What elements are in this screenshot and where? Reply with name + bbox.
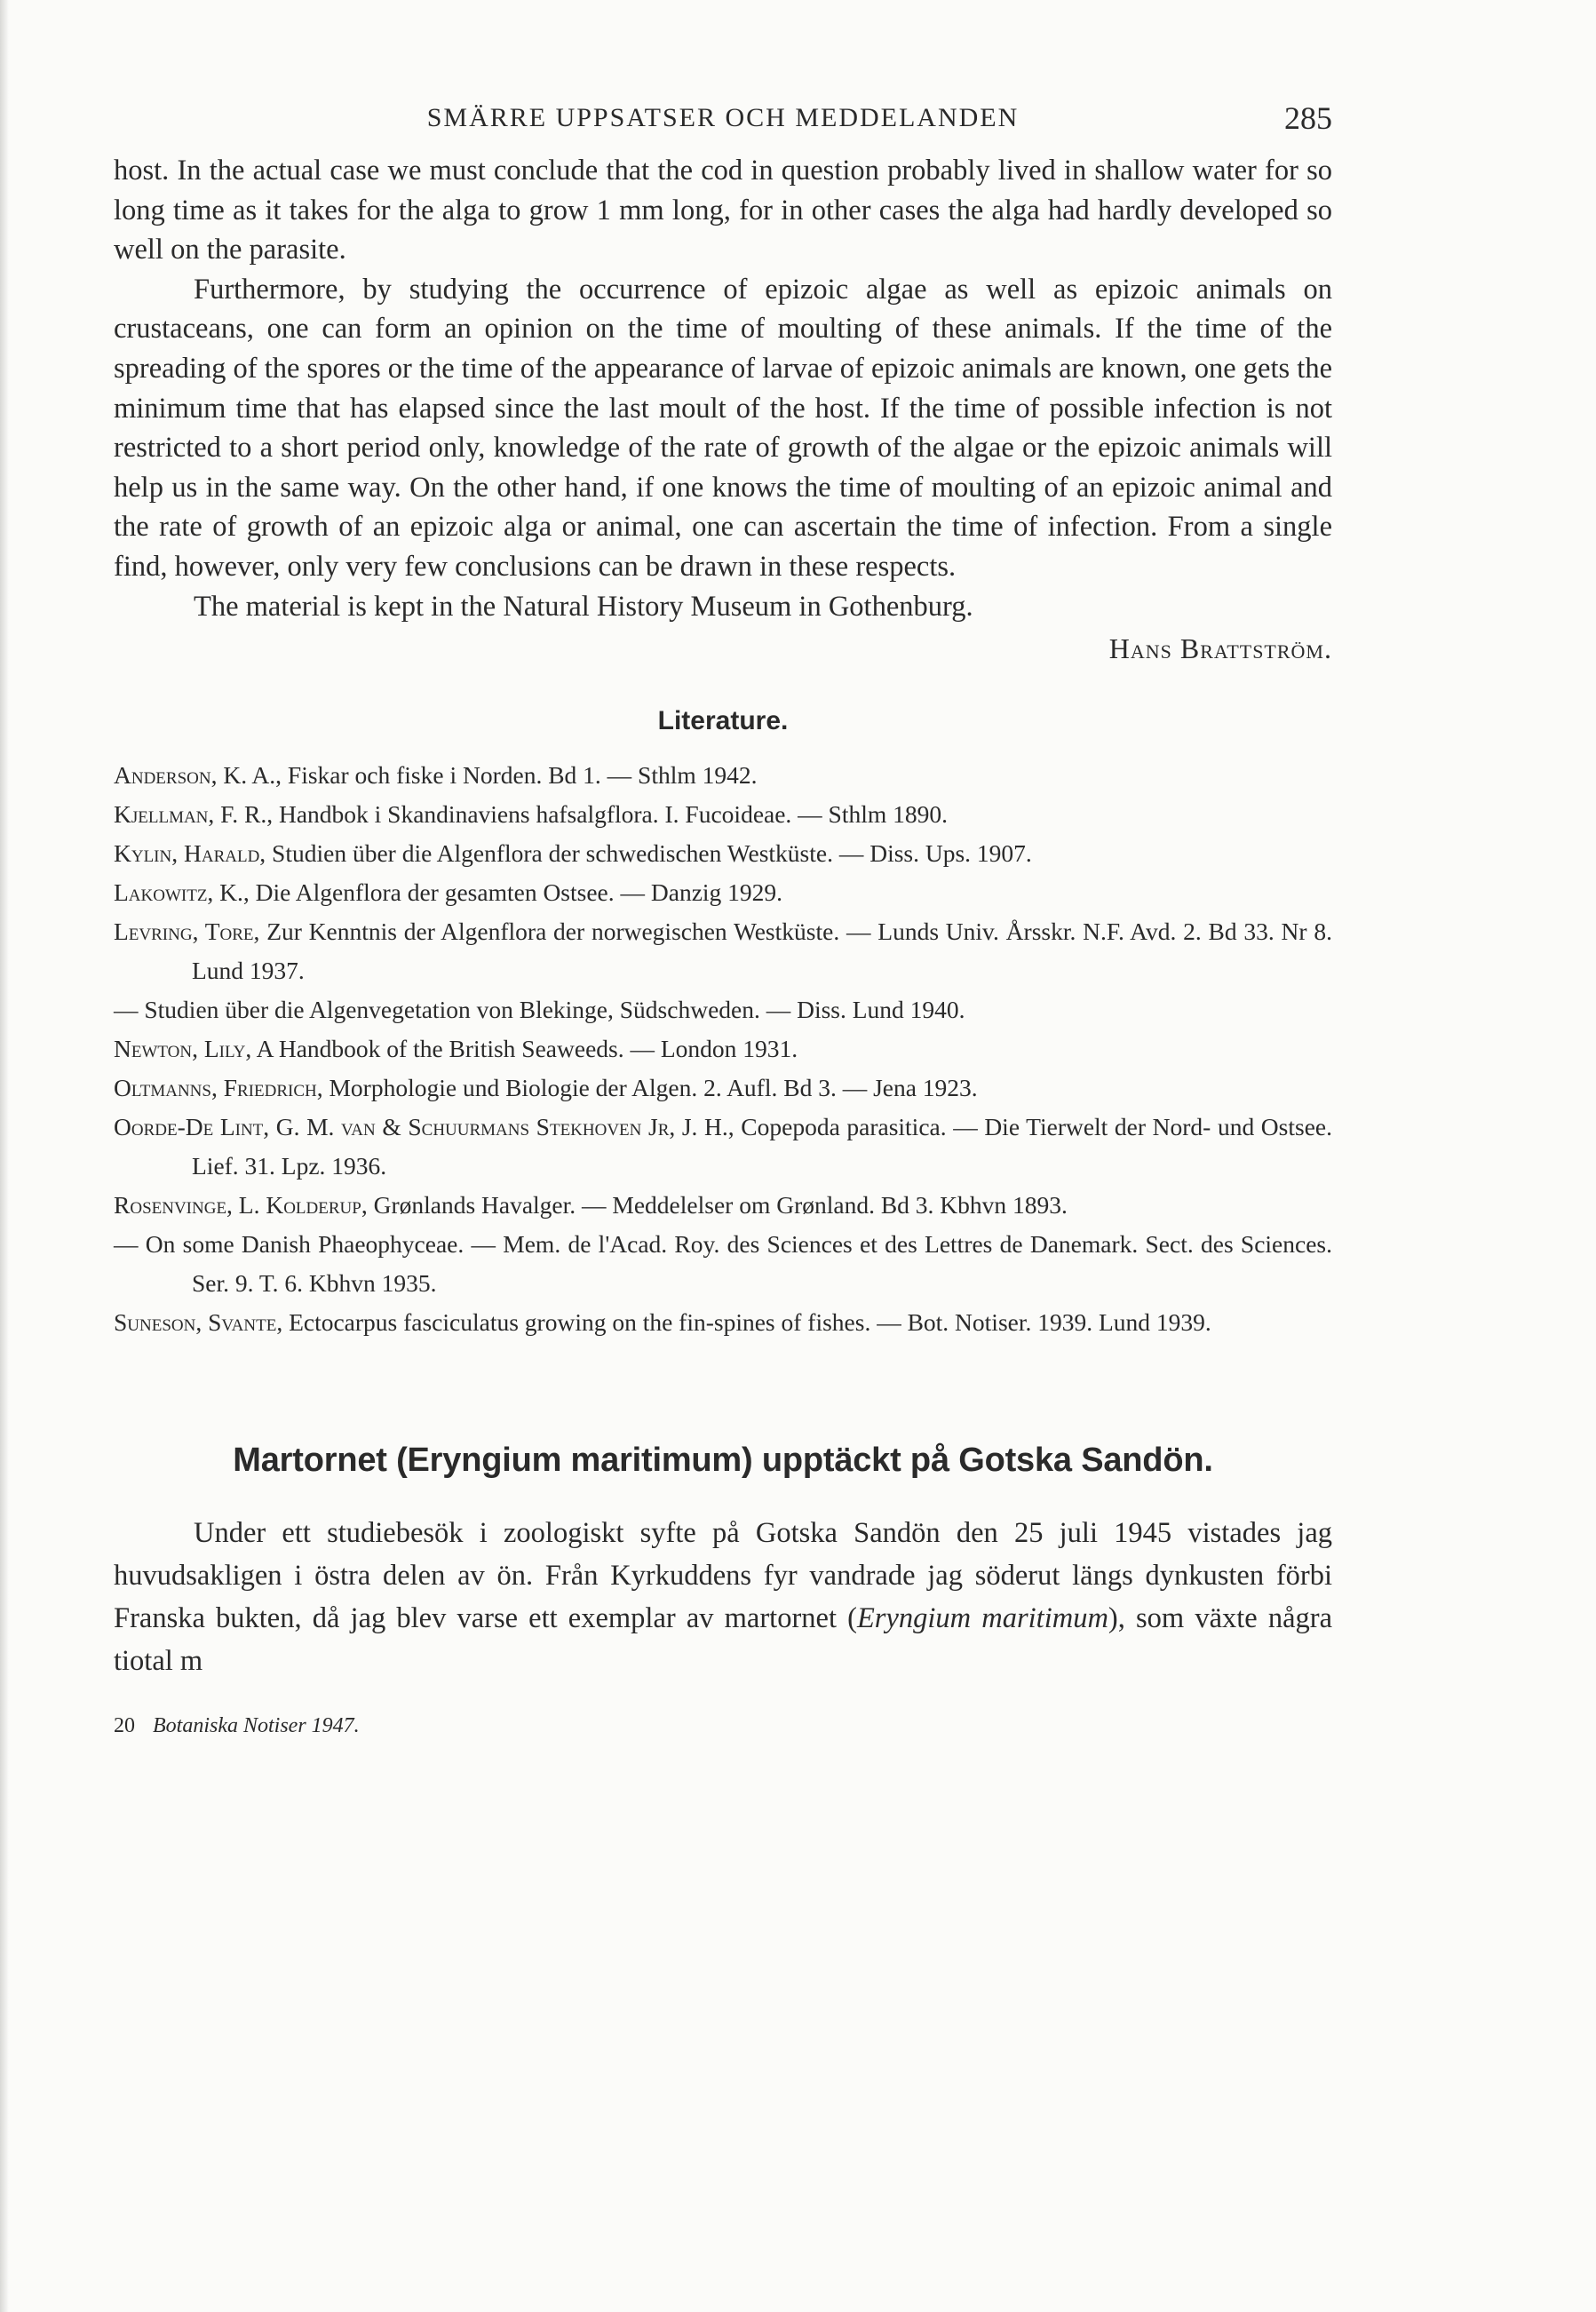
paragraph — [114, 1512, 1332, 1682]
article-body — [114, 1512, 1332, 1682]
reference-item — [114, 1029, 1332, 1069]
reference-text: On some Danish Phaeophyceae. — Mem. de l'Acad. Roy. des Sciences et des Lettres de Danemark. Sect. des Sciences. Ser. 9. T. 6. Kbhvn 1935. — [138, 1230, 1332, 1298]
page — [114, 89, 1332, 1738]
reference-item — [114, 990, 1332, 1029]
reference-text: Zur Kenntnis der Algenflora der norwegischen Westküste. — Lunds Univ. Årsskr. N.F. Avd. 2. Bd 33. Nr 8. Lund 1937. — [192, 918, 1332, 985]
reference-list — [114, 756, 1332, 1342]
reference-text: Grønlands Havalger. — Meddelelser om Grønland. Bd 3. Kbhvn 1893. — [367, 1191, 1068, 1220]
reference-author: Oorde-De Lint, G. M. van & Schuurmans Stekhoven Jr, J. H., — [114, 1113, 734, 1141]
running-head: SMÄRRE UPPSATSER OCH MEDDELANDEN — [426, 103, 1020, 132]
reference-item — [114, 1186, 1332, 1225]
reference-text: Die Algenflora der gesamten Ostsee. — Danzig 1929. — [249, 878, 783, 907]
reference-item — [114, 795, 1332, 834]
page-footer — [114, 1714, 1332, 1738]
reference-text: Fiskar och fiske i Norden. Bd 1. — Sthlm 1942. — [282, 761, 758, 790]
reference-author: Oltmanns, Friedrich, — [114, 1074, 323, 1102]
reference-item — [114, 873, 1332, 912]
journal-name: Botaniska Notiser 1947. — [153, 1714, 360, 1738]
article-title: Martornet (Eryngium maritimum) upptäckt på Gotska Sandön. — [233, 1442, 1213, 1480]
reference-author: — — [114, 996, 139, 1024]
reference-author: Anderson, K. A., — [114, 761, 282, 790]
article-text: ), som växte några tiotal m — [114, 1602, 1333, 1678]
reference-author: Suneson, Svante, — [114, 1308, 283, 1337]
reference-author: Kylin, Harald, — [114, 839, 266, 868]
article-text: Under ett studiebesök i zoologiskt syfte på Gotska Sandön den 25 juli 1945 vistades jag huvudsakligen i östra delen av ön. Från Kyrkuddens fyr vandrade jag söderut längs dynkusten förbi Franska bukten, då jag blev varse ett exemplar av martornet ( — [114, 1517, 1332, 1635]
reference-item — [114, 1303, 1332, 1342]
page-edge-shadow — [0, 0, 9, 2312]
reference-author: Lakowitz, K., — [114, 878, 250, 907]
reference-author: Kjellman, F. R., — [114, 800, 274, 829]
reference-text: A Handbook of the British Seaweeds. — London 1931. — [251, 1035, 798, 1063]
reference-author: Newton, Lily, — [114, 1035, 252, 1063]
literature-heading: Literature. — [657, 706, 789, 736]
species-name: Eryngium maritimum — [856, 1602, 1108, 1635]
reference-text: Studien über die Algenvegetation von Blekinge, Südschweden. — Diss. Lund 1940. — [138, 996, 965, 1024]
body-text — [114, 151, 1332, 626]
paragraph: host. In the actual case we must conclude that the cod in question probably lived in shallow water for so long time as it takes for the alga to grow 1 mm long, for in other cases the alga had hardly developed so well on the parasite. — [114, 155, 1332, 266]
reference-item — [114, 834, 1332, 873]
reference-text: Morphologie und Biologie der Algen. 2. Aufl. Bd 3. — Jena 1923. — [322, 1074, 978, 1102]
reference-item — [114, 756, 1332, 795]
reference-text: Studien über die Algenflora der schwedischen Westküste. — Diss. Ups. 1907. — [266, 839, 1032, 868]
page-number: 285 — [1284, 100, 1332, 136]
reference-item — [114, 1069, 1332, 1108]
reference-item — [114, 1225, 1332, 1303]
author-signature: Hans Brattström. — [1108, 632, 1332, 665]
reference-text: Copepoda parasitica. — Die Tierwelt der Nord- und Ostsee. Lief. 31. Lpz. 1936. — [192, 1113, 1332, 1180]
reference-author: Levring, Tore, — [114, 918, 260, 946]
signature-number: 20 — [114, 1714, 135, 1738]
reference-author: Rosenvinge, L. Kolderup, — [114, 1191, 368, 1220]
reference-text: Ectocarpus fasciculatus growing on the fin-spines of fishes. — Bot. Notiser. 1939. Lund 1939. — [282, 1308, 1211, 1337]
paragraph: The material is kept in the Natural History Museum in Gothenburg. — [194, 590, 973, 623]
paragraph: Furthermore, by studying the occurrence of epizoic algae as well as epizoic animals on crustaceans, one can form an opinion on the time of moulting of these animals. If the time of the spreading of the spores or the time of the appearance of larvae of epizoic animals are known, one gets the minimum time that has elapsed since the last moult of the host. If the time of possible infection is not restricted to a short period only, knowledge of the rate of growth of the algae or the epizoic animals will help us in the same way. On the other hand, if one knows the time of moulting of an epizoic animal and the rate of growth of an epizoic alga or animal, one can ascertain the time of infection. From a single find, however, only very few conclusions can be drawn in these respects. — [114, 273, 1332, 583]
reference-author: — — [114, 1230, 139, 1259]
reference-text: Handbok i Skandinaviens hafsalgflora. I. Fucoideae. — Sthlm 1890. — [273, 800, 949, 829]
reference-item — [114, 912, 1332, 990]
reference-item — [114, 1108, 1332, 1186]
page-header — [114, 89, 1332, 151]
